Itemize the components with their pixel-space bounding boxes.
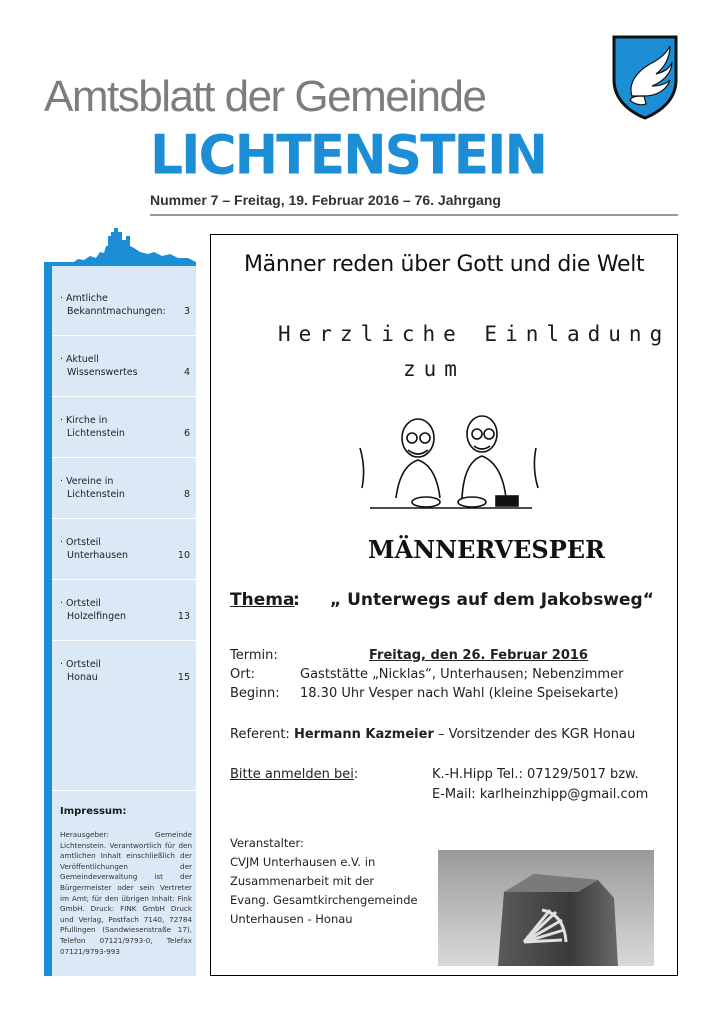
toc-item-page: 15 xyxy=(177,672,190,683)
masthead-town-name: LICHTENSTEIN xyxy=(150,124,546,187)
toc-item-category: · Amtliche xyxy=(60,293,108,304)
organizer-line: CVJM Unterhausen e.V. in xyxy=(230,855,376,869)
contact-phone: K.-H.Hipp Tel.: 07129/5017 bzw. xyxy=(432,767,639,782)
ort-value: Gaststätte „Nicklas“, Unterhausen; Nebenzimmer xyxy=(300,667,624,682)
toc-item-category: · Ortsteil xyxy=(60,537,101,548)
registration-label: Bitte anmelden bei xyxy=(230,767,354,782)
sidebar-accent-strip xyxy=(44,266,52,976)
referent-label: Referent: xyxy=(230,727,290,742)
toc-item-label: Lichtenstein xyxy=(67,489,125,500)
toc-item[interactable] xyxy=(60,597,190,623)
header-divider xyxy=(150,214,678,216)
registration-line xyxy=(230,767,358,782)
toc-item-label: Honau xyxy=(67,672,98,683)
toc-item-page: 3 xyxy=(183,306,190,317)
toc-item[interactable] xyxy=(60,658,190,684)
toc-item-category: · Vereine in xyxy=(60,476,114,487)
toc-divider xyxy=(52,457,196,458)
castle-silhouette-icon xyxy=(44,222,196,268)
toc-item-label: Unterhausen xyxy=(67,550,128,561)
toc-divider xyxy=(52,640,196,641)
issue-line: Nummer 7 – Freitag, 19. Februar 2016 – 76. Jahrgang xyxy=(150,192,501,208)
organizer-line: Zusammenarbeit mit der xyxy=(230,874,375,888)
theme-label: Thema xyxy=(230,590,295,610)
theme-value: „ Unterwegs auf dem Jakobsweg“ xyxy=(330,590,654,610)
coat-of-arms-icon xyxy=(610,34,680,120)
maennervesper-cartoon xyxy=(356,408,605,568)
termin-value: Freitag, den 26. Februar 2016 xyxy=(369,648,588,663)
theme-colon: : xyxy=(293,590,300,610)
toc-item-label: Lichtenstein xyxy=(67,428,125,439)
cartoon-label: MÄNNERVESPER xyxy=(368,535,605,564)
toc-item-page: 10 xyxy=(177,550,190,561)
beginn-value: 18.30 Uhr Vesper nach Wahl (kleine Speisekarte) xyxy=(300,686,619,701)
toc-item[interactable] xyxy=(60,353,190,379)
masthead-title: Amtsblatt der Gemeinde xyxy=(44,72,486,121)
toc-item-label: Holzelfingen xyxy=(67,611,126,622)
invitation-line: Herzliche Einladung xyxy=(278,322,671,346)
toc-item-category: · Aktuell xyxy=(60,354,99,365)
toc-divider xyxy=(52,335,196,336)
contact-email[interactable]: E-Mail: karlheinzhipp@gmail.com xyxy=(432,787,649,802)
impressum-divider xyxy=(52,790,196,791)
toc-item-page: 13 xyxy=(177,611,190,622)
referent-name: Hermann Kazmeier xyxy=(293,727,434,742)
beginn-label: Beginn: xyxy=(230,686,280,701)
toc-divider xyxy=(52,396,196,397)
toc-divider xyxy=(52,579,196,580)
toc-item[interactable] xyxy=(60,536,190,562)
impressum-title: Impressum: xyxy=(60,806,127,817)
toc-item-category: · Ortsteil xyxy=(60,598,101,609)
toc-item-page: 8 xyxy=(183,489,190,500)
referent-line xyxy=(230,727,635,742)
toc-item[interactable] xyxy=(60,414,190,440)
invitation-line-2: zum xyxy=(403,357,465,381)
toc-item[interactable] xyxy=(60,292,190,318)
toc-item-category: · Ortsteil xyxy=(60,659,101,670)
toc-item[interactable] xyxy=(60,475,190,501)
impressum-text: Herausgeber: Gemeinde Lichtenstein. Verantwortlich für den amtlichen Inhalt einschließlich der Veröffentlichungen der Gemeindeverwaltung ist der Bürgermeister oder sein Vertreter im Amt; für den übrigen Inhalt: Fink GmbH. Druck: FINK GmbH Druck und Verlag, Postfach 7140, 72784 Pfullingen (Sandwiesenstraße 17), Telefon 07121/9793-0, Telefax 07121/9793-993 xyxy=(60,830,192,956)
termin-label: Termin: xyxy=(230,648,278,663)
referent-role: – Vorsitzender des KGR Honau xyxy=(438,727,636,742)
announcement-headline: Männer reden über Gott und die Welt xyxy=(244,252,645,277)
organizer-line: Evang. Gesamtkirchengemeinde xyxy=(230,893,418,907)
toc-divider xyxy=(52,518,196,519)
jakobsweg-stone-photo xyxy=(438,850,654,966)
toc-item-label: Bekanntmachungen: xyxy=(67,306,166,317)
toc-item-category: · Kirche in xyxy=(60,415,108,426)
registration-colon: : xyxy=(353,767,359,782)
toc-item-label: Wissenswertes xyxy=(67,367,138,378)
toc-item-page: 4 xyxy=(183,367,190,378)
organizer-line: Unterhausen - Honau xyxy=(230,912,353,926)
toc-item-page: 6 xyxy=(183,428,190,439)
ort-label: Ort: xyxy=(230,667,256,682)
organizer-line: Veranstalter: xyxy=(230,836,304,850)
